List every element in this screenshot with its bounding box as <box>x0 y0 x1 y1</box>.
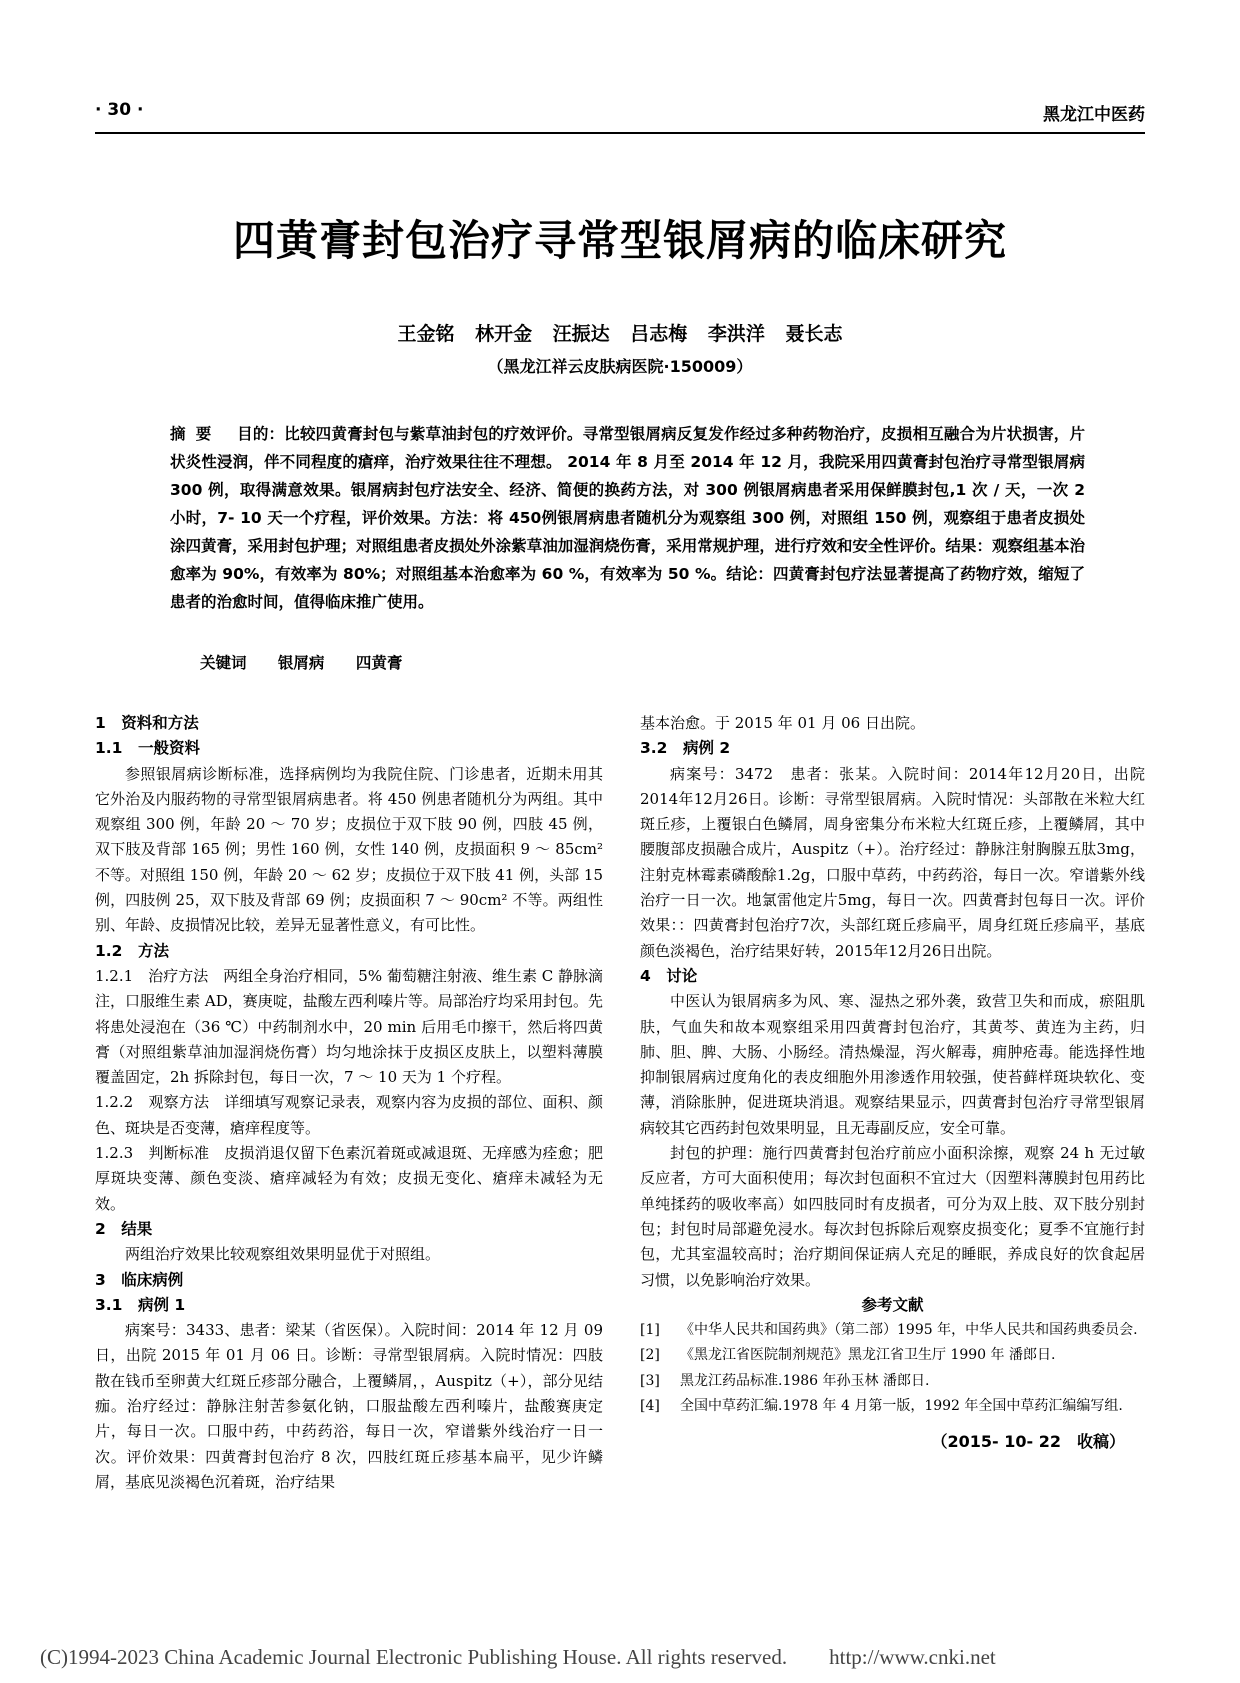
subsection-heading: 1.2 方法 <box>95 941 169 960</box>
abstract-text: 目的：比较四黄膏封包与紫草油封包的疗效评价。寻常型银屑病反复发作经过多种药物治疗，皮损相互融合为片状损害，片状炎性浸润，伴不同程度的瘡痒，治疗效果往往不理想。 2014 年 8 月至 2014 年 12 月，我院采用四黄膏封包治疗寻常型银屑病 300 例，取得满意效果。银屑病封包疗法安全、经济、简便的换药方法，对 300 例银屑病患者采用保鲜膜封包,1 次 / 天，一次 2 小时，7- 10 天一个疗程，评价效果。方法：将 450例银屑病患者随机分为观察组 300 例，对照组 150 例，观察组于患者皮损处涂四黄膏，采用封包护理；对照组患者皮损处外涂紫草油加湿润烧伤膏，采用常规护理，进行疗效和安全性评价。结果：观察组基本治愈率为 90%，有效率为 80%；对照组基本治愈率为 60 %，有效率为 50 %。结论：四黄膏封包疗法显著提高了药物疗效，缩短了患者的治愈时间，值得临床推广使用。 <box>170 425 1085 611</box>
reference-item <box>640 1369 1145 1394</box>
reference-number: [1] <box>640 1322 660 1339</box>
paragraph: 基本治愈。于 2015 年 01 月 06 日出院。 <box>640 714 925 732</box>
subsection-heading: 1.1 一般资料 <box>95 739 200 758</box>
right-column <box>640 711 1145 1455</box>
reference-item <box>640 1318 1145 1343</box>
paragraph: 参照银屑病诊断标准，选择病例均为我院住院、门诊患者，近期未用其它外治及内服药物的寻常型银屑病患者。将 450 例患者随机分为两组。其中观察组 300 例，年龄 20 ～ 70 岁；皮损位于双下肢 90 例，四肢 45 例，双下肢及背部 165 例；男性 160 例，女性 140 例，皮损面积 9 ～ 85cm² 不等。对照组 150 例，年龄 20 ～ 62 岁；皮损位于双下肢 41 例，头部 15 例，四肢例 25，双下肢及背部 69 例；皮损面积 7 ～ 90cm² 不等。两组性别、年龄、皮损情况比较，差异无显著性意义，有可比性。 <box>95 764 603 935</box>
left-column <box>95 711 603 1495</box>
paragraph: 1.2.2 观察方法 详细填写观察记录表，观察内容为皮损的部位、面积、颜色、斑块是否变薄，瘡痒程度等。 <box>95 1093 603 1137</box>
paragraph: 1.2.3 判断标准 皮损消退仅留下色素沉着斑或减退斑、无痒感为痊愈；肥厚斑块变薄、颜色变淡、瘡痒减轻为有效；皮损无变化、瘡痒未减轻为无效。 <box>95 1144 603 1213</box>
paragraph: 1.2.1 治疗方法 两组全身治疗相同，5% 葡萄糖注射液、维生素 C 静脉滴注，口服维生素 AD，赛庚啶，盐酸左西利嗪片等。局部治疗均采用封包。先将患处浸泡在（36 ℃）中药制剂水中，20 min 后用毛巾擦干，然后将四黄膏（对照组紫草油加湿润烧伤膏）均匀地涂抹于皮损区皮肤上，以塑料薄膜覆盖固定，2h 拆除封包，每日一次，7 ～ 10 天为 1 个疗程。 <box>95 966 603 1087</box>
reference-text: 黑龙江药品标准.1986 年孙玉林 潘郎日. <box>680 1372 930 1389</box>
references-heading: 参考文献 <box>861 1295 924 1314</box>
subsection-heading: 3.2 病例 2 <box>640 739 731 758</box>
paragraph: 中医认为银屑病多为风、寒、湿热之邪外袭，致营卫失和而成，瘀阻肌肤，气血失和故本观察组采用四黄膏封包治疗，其黄芩、黄连为主药，归肺、胆、脾、大肠、小肠经。清热燥湿，泻火解毒，痈肿疮毒。能选择性地抑制银屑病过度角化的表皮细胞外用渗透作用较强，使苔藓样斑块软化、变薄，消除胀肿，促进斑块消退。观察结果显示，四黄膏封包治疗寻常型银屑病较其它西药封包效果明显，且无毒副反应，安全可靠。 <box>640 992 1145 1137</box>
reference-text: 《黑龙江省医院制剂规范》黑龙江省卫生厅 1990 年 潘郎日. <box>680 1347 1056 1364</box>
section-heading: 3 临床病例 <box>95 1270 184 1289</box>
paragraph: 封包的护理：施行四黄膏封包治疗前应小面积涂擦，观察 24 h 无过敏反应者，方可大面积使用；每次封包面积不宜过大（因塑料薄膜封包用药比单纯揉药的吸收率高）如四肢同时有皮损者，可分为双上肢、双下肢分别封包；封包时局部避免浸水。每次封包拆除后观察皮损变化；夏季不宜施行封包，尤其室温较高时；治疗期间保证病人充足的睡眠，养成良好的饮食起居习惯，以免影响治疗效果。 <box>640 1144 1145 1289</box>
reference-text: 《中华人民共和国药典》（第二部）1995 年，中华人民共和国药典委员会. <box>680 1322 1138 1339</box>
copyright-footer: (C)1994-2023 China Academic Journal Electronic Publishing House. All rights reserved. http://www.cnki.net <box>40 1645 996 1669</box>
section-heading: 4 讨论 <box>640 966 698 985</box>
article-title: 四黄膏封包治疗寻常型银屑病的临床研究 <box>232 216 1007 265</box>
section-heading: 1 资料和方法 <box>95 714 199 732</box>
reference-text: 全国中草药汇编.1978 年 4 月第一版，1992 年全国中草药汇编编写组. <box>680 1398 1123 1415</box>
reference-number: [4] <box>640 1398 660 1415</box>
running-header <box>95 100 1145 132</box>
received-date: （2015- 10- 22 收稿） <box>931 1432 1125 1452</box>
subsection-heading: 3.1 病例 1 <box>95 1295 186 1314</box>
abstract-label: 摘要 <box>170 425 222 443</box>
journal-name: 黑龙江中医药 <box>1043 105 1145 125</box>
paragraph: 两组治疗效果比较观察组效果明显优于对照组。 <box>125 1245 441 1264</box>
keywords-label: 关键词 <box>200 654 247 672</box>
header-rule <box>95 132 1145 134</box>
page-number: · 30 · <box>95 100 144 120</box>
keywords <box>200 651 428 673</box>
abstract <box>170 420 1085 616</box>
reference-number: [2] <box>640 1347 660 1364</box>
reference-number: [3] <box>640 1372 660 1389</box>
author-list: 王金铭 林开金 汪振达 吕志梅 李洪洋 聂长志 <box>397 323 843 345</box>
keyword: 银屑病 <box>277 654 325 672</box>
section-heading: 2 结果 <box>95 1219 153 1238</box>
affiliation: （黑龙江祥云皮肤病医院·150009） <box>487 357 753 376</box>
reference-item <box>640 1394 1145 1419</box>
reference-item <box>640 1343 1145 1368</box>
keyword: 四黄膏 <box>355 654 403 672</box>
paragraph: 病案号：3472 患者：张某。入院时间：2014年12月20日，出院2014年12月26日。诊断：寻常型银屑病。入院时情况：头部散在米粒大红斑丘疹，上覆银白色鳞屑，周身密集分布米粒大红斑丘疹，上覆鳞屑，其中腰腹部皮损融合成片，Auspitz（+）。治疗经过：静脉注射胸腺五肽3mg，注射克林霉素磷酸酴1.2g，口服中草药，中药药浴，每日一次。窄谱紫外线治疗一日一次。地氯雷他定片5mg，每日一次。四黄膏封包每日一次。评价效果：：四黄膏封包治疗7次，头部红斑丘疹扁平，周身红斑丘疹扁平，基底颜色淡褐色，治疗结果好转，2015年12月26日出院。 <box>640 764 1145 960</box>
paragraph: 病案号：3433、患者：梁某（省医保）。入院时间：2014 年 12 月 09 日，出院 2015 年 01 月 06 日。诊断：寻常型银屑病。入院时情况：四肢散在钱币至卵黄大红斑丘疹部分融合，上覆鳞屑，，Auspitz（+），部分见结痂。治疗经过：静脉注射苦参氨化钠，口服盐酸左西利嗪片，盐酸赛庚定片，每日一次。口服中药，中药药浴，每日一次，窄谱紫外线治疗一日一次。评价效果：四黄膏封包治疗 8 次，四肢红斑丘疹基本扁平，见少许鳞屑，基底见淡褐色沉着斑，治疗结果 <box>95 1321 603 1491</box>
